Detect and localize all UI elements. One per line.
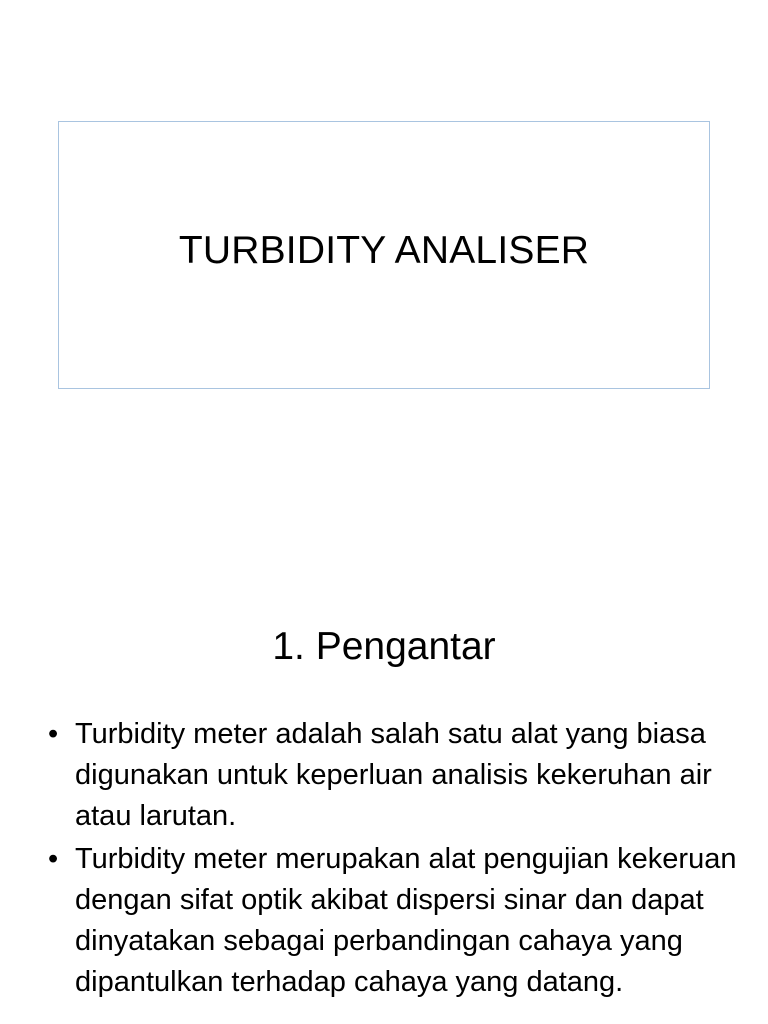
bullet-text: Turbidity meter adalah salah satu alat yang biasa digunakan untuk keperluan analisis kekeruhan air atau larutan.	[75, 718, 712, 832]
bullet-icon: •	[48, 843, 59, 875]
bullet-list	[48, 714, 738, 1005]
list-item	[48, 714, 738, 837]
bullet-text: Turbidity meter merupakan alat pengujian kekeruan dengan sifat optik akibat dispersi sinar dan dapat dinyatakan sebagai perbandingan cahaya yang dipantulkan terhadap cahaya yang datang.	[75, 843, 737, 998]
title-slide	[58, 121, 710, 389]
list-item	[48, 839, 738, 1003]
section-heading: 1. Pengantar	[272, 625, 496, 668]
slide-title: TURBIDITY ANALISER	[178, 229, 590, 272]
bullet-icon: •	[48, 718, 59, 750]
